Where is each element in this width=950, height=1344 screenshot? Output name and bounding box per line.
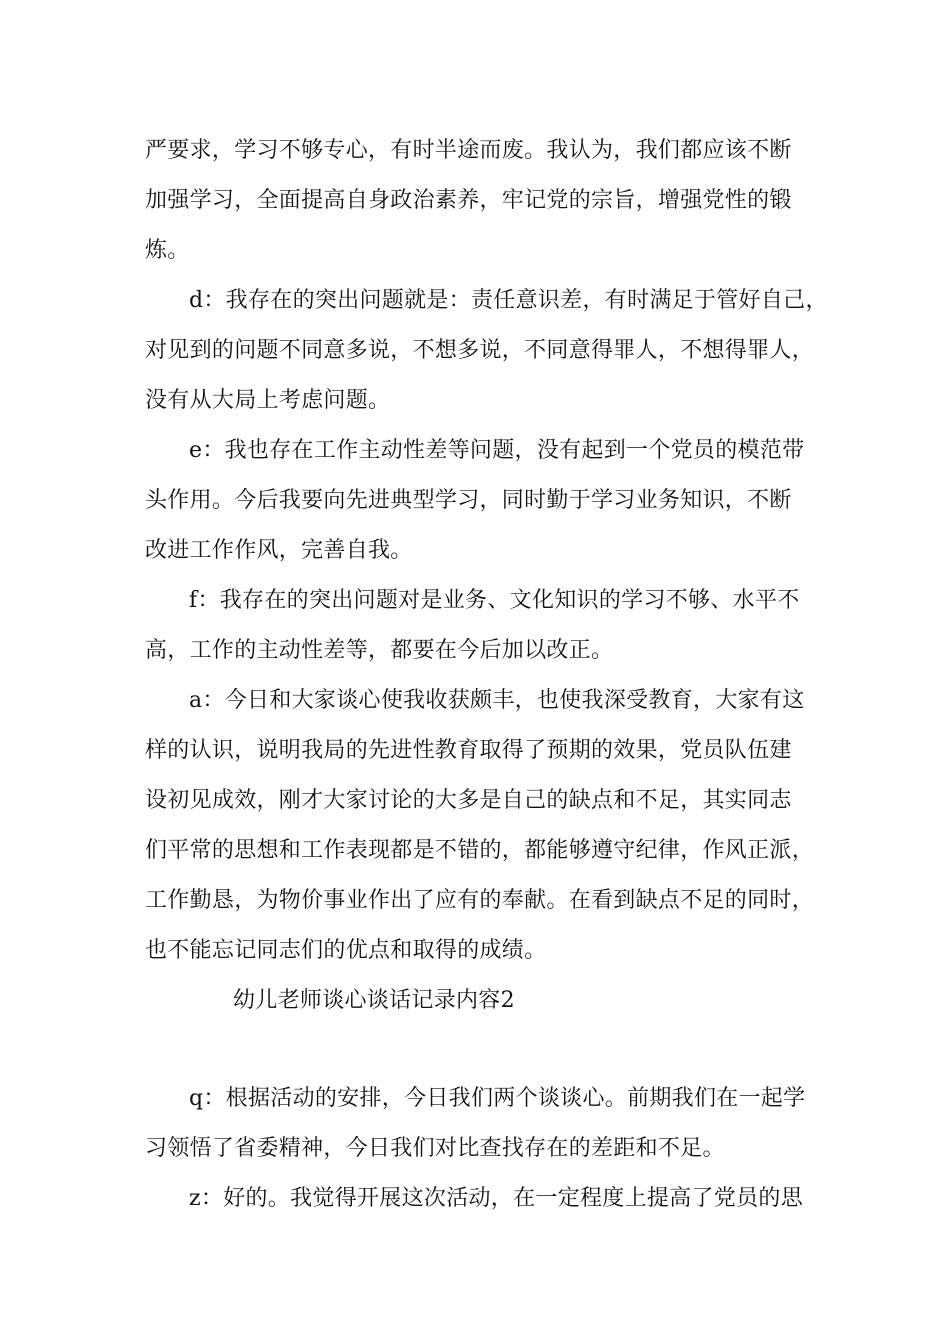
- text-line: 们平常的思想和工作表现都是不错的，都能够遵守纪律，作风正派，: [145, 838, 815, 863]
- text-line: 对见到的问题不同意多说，不想多说，不同意得罪人，不想得罪人，: [145, 338, 815, 363]
- paragraph-z-start: z：好的。我觉得开展这次活动，在一定程度上提高了党员的思: [189, 1186, 803, 1211]
- paragraph-d-start: d：我存在的突出问题就是：责任意识差，有时满足于管好自己，: [189, 288, 828, 313]
- paragraph-f-start: f：我存在的突出问题对是业务、文化知识的学习不够、水平不: [189, 588, 800, 613]
- text-line: 严要求，学习不够专心，有时半途而废。我认为，我们都应该不断: [145, 138, 792, 163]
- text-line: 高，工作的主动性差等，都要在今后加以改正。: [145, 638, 614, 663]
- text-line: 也不能忘记同志们的优点和取得的成绩。: [145, 938, 547, 963]
- paragraph-a-start: a：今日和大家谈心使我收获颇丰，也使我深受教育，大家有这: [189, 688, 805, 713]
- text-line: 样的认识，说明我局的先进性教育取得了预期的效果，党员队伍建: [145, 738, 792, 763]
- text-line: 习领悟了省委精神，今日我们对比查找存在的差距和不足。: [145, 1136, 725, 1161]
- text-line: 工作勤恳，为物价事业作出了应有的奉献。在看到缺点不足的同时，: [145, 888, 815, 913]
- text-line: 炼。: [145, 238, 190, 263]
- paragraph-q-start: q：根据活动的安排，今日我们两个谈谈心。前期我们在一起学: [189, 1086, 806, 1111]
- text-line: 设初见成效，刚才大家讨论的大多是自己的缺点和不足，其实同志: [145, 788, 792, 813]
- text-line: 没有从大局上考虑问题。: [145, 388, 391, 413]
- text-line: 加强学习，全面提高自身政治素养，牢记党的宗旨，增强党性的锻: [145, 188, 792, 213]
- text-line: 改进工作作风，完善自我。: [145, 538, 413, 563]
- section-heading: 幼儿老师谈心谈话记录内容2: [233, 988, 515, 1013]
- paragraph-e-start: e：我也存在工作主动性差等问题，没有起到一个党员的模范带: [189, 438, 805, 463]
- text-line: 头作用。今后我要向先进典型学习，同时勤于学习业务知识，不断: [145, 488, 792, 513]
